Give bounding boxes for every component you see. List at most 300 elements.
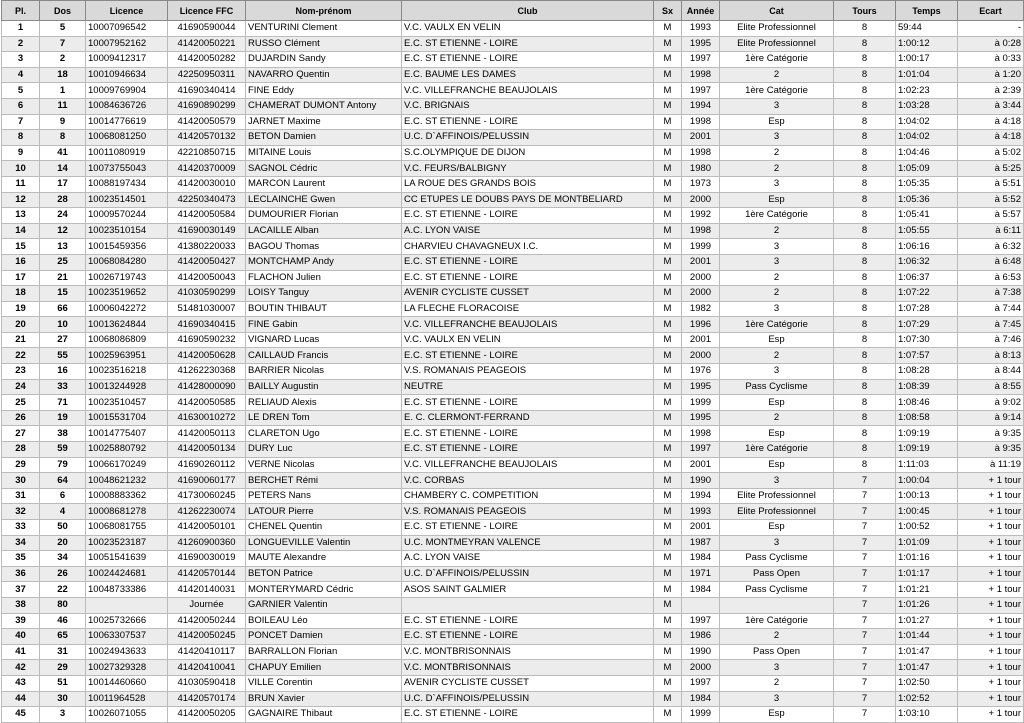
col-name-cell: MARCON Laurent [246,176,402,192]
col-place-cell: 20 [2,317,40,333]
col-club-cell: E.C. ST ETIENNE - LOIRE [402,52,654,68]
col-laps-cell: 8 [834,317,896,333]
col-category-cell: 3 [720,660,834,676]
col-name-cell: BAGOU Thomas [246,239,402,255]
col-year-cell: 1998 [682,114,720,130]
col-place-header: Pl. [2,1,40,21]
col-place-cell: 18 [2,286,40,302]
col-year-cell: 2001 [682,332,720,348]
col-bib-cell: 66 [40,301,86,317]
col-category-cell: 3 [720,473,834,489]
col-year-cell: 1984 [682,582,720,598]
col-name-cell: MITAINE Louis [246,145,402,161]
col-gap-cell: à 0:28 [958,36,1024,52]
col-laps-cell: 7 [834,535,896,551]
col-licence-cell: 10023523187 [86,535,168,551]
col-gap-cell: à 5:57 [958,208,1024,224]
col-gap-cell: à 9:35 [958,442,1024,458]
col-bib-cell: 29 [40,660,86,676]
col-club-cell: AVENIR CYCLISTE CUSSET [402,675,654,691]
col-laps-cell: 7 [834,488,896,504]
table-row [2,379,1024,395]
col-licence-ffc-cell: 41690590232 [168,332,246,348]
col-club-cell: E.C. ST ETIENNE - LOIRE [402,613,654,629]
col-year-cell: 1992 [682,208,720,224]
col-licence-cell: 10015531704 [86,410,168,426]
col-name-cell: DUMOURIER Florian [246,208,402,224]
col-bib-cell: 20 [40,535,86,551]
col-licence-cell [86,597,168,613]
col-licence-ffc-cell: 41730060245 [168,488,246,504]
table-row [2,426,1024,442]
col-licence-ffc-cell: 41690340415 [168,317,246,333]
col-name-cell: BRUN Xavier [246,691,402,707]
col-gap-cell: à 8:13 [958,348,1024,364]
col-year-cell: 1973 [682,176,720,192]
col-category-cell: Esp [720,707,834,723]
col-club-cell: E.C. ST ETIENNE - LOIRE [402,270,654,286]
col-licence-cell: 10051541639 [86,551,168,567]
col-place-cell: 4 [2,67,40,83]
col-club-cell: E.C. ST ETIENNE - LOIRE [402,254,654,270]
col-time-cell: 1:01:17 [896,566,958,582]
col-licence-cell: 10048621232 [86,473,168,489]
col-sex-cell: M [654,161,682,177]
col-laps-cell: 8 [834,442,896,458]
col-laps-cell: 8 [834,348,896,364]
col-laps-cell: 8 [834,457,896,473]
col-time-cell: 1:01:27 [896,613,958,629]
col-sex-cell: M [654,473,682,489]
col-category-cell: Esp [720,457,834,473]
col-category-cell: 1ère Catégorie [720,613,834,629]
col-gap-cell: à 9:35 [958,426,1024,442]
col-club-cell: AVENIR CYCLISTE CUSSET [402,286,654,302]
col-licence-ffc-cell: 42250340473 [168,192,246,208]
table-row [2,675,1024,691]
col-place-cell: 43 [2,675,40,691]
col-category-cell: Pass Open [720,566,834,582]
table-row [2,114,1024,130]
col-laps-cell: 8 [834,286,896,302]
table-row [2,442,1024,458]
col-bib-cell: 8 [40,130,86,146]
col-licence-cell: 10009412317 [86,52,168,68]
col-club-header: Club [402,1,654,21]
col-bib-cell: 31 [40,644,86,660]
col-place-cell: 45 [2,707,40,723]
col-laps-cell: 8 [834,83,896,99]
col-place-cell: 33 [2,520,40,536]
col-licence-cell: 10023519652 [86,286,168,302]
col-club-cell: E.C. ST ETIENNE - LOIRE [402,208,654,224]
col-sex-cell: M [654,332,682,348]
col-licence-cell: 10068084280 [86,254,168,270]
col-gap-cell: + 1 tour [958,504,1024,520]
col-category-cell: 1ère Catégorie [720,317,834,333]
col-laps-cell: 8 [834,130,896,146]
col-licence-ffc-cell: 41420050628 [168,348,246,364]
col-laps-cell: 7 [834,551,896,567]
col-place-cell: 32 [2,504,40,520]
col-year-cell: 2001 [682,254,720,270]
col-club-cell: E.C. ST ETIENNE - LOIRE [402,442,654,458]
col-time-cell: 1:04:46 [896,145,958,161]
col-category-cell: 2 [720,348,834,364]
col-time-cell: 1:09:19 [896,442,958,458]
col-name-cell: GARNIER Valentin [246,597,402,613]
col-licence-ffc-cell: 41420050244 [168,613,246,629]
col-gap-cell: + 1 tour [958,582,1024,598]
col-licence-ffc-cell: 41690060177 [168,473,246,489]
col-place-cell: 24 [2,379,40,395]
col-place-cell: 27 [2,426,40,442]
col-place-cell: 42 [2,660,40,676]
col-year-cell: 1994 [682,98,720,114]
col-year-cell: 1984 [682,551,720,567]
col-category-cell: Esp [720,192,834,208]
col-licence-ffc-cell: 41262230368 [168,364,246,380]
col-category-cell: 3 [720,301,834,317]
col-name-cell: BETON Patrice [246,566,402,582]
col-gap-header: Ecart [958,1,1024,21]
col-gap-cell: à 6:53 [958,270,1024,286]
col-category-cell: Pass Cyclisme [720,582,834,598]
col-place-cell: 34 [2,535,40,551]
col-year-cell: 1976 [682,364,720,380]
col-time-cell: 1:07:29 [896,317,958,333]
col-place-cell: 44 [2,691,40,707]
col-licence-ffc-cell: Journée [168,597,246,613]
col-place-cell: 21 [2,332,40,348]
col-name-cell: BAILLY Augustin [246,379,402,395]
table-row [2,520,1024,536]
col-name-cell: BOILEAU Léo [246,613,402,629]
col-gap-cell: à 1:20 [958,67,1024,83]
col-gap-cell: à 5:51 [958,176,1024,192]
col-club-cell: E.C. ST ETIENNE - LOIRE [402,395,654,411]
col-bib-cell: 19 [40,410,86,426]
col-category-cell: Pass Open [720,644,834,660]
col-gap-cell: + 1 tour [958,675,1024,691]
col-club-cell: CHAMBERY C. COMPETITION [402,488,654,504]
col-licence-cell: 10015459356 [86,239,168,255]
col-sex-cell: M [654,566,682,582]
col-club-cell: E. C. CLERMONT-FERRAND [402,410,654,426]
col-club-cell: V.C. MONTBRISONNAIS [402,660,654,676]
col-sex-cell: M [654,67,682,83]
col-time-cell: 1:11:03 [896,457,958,473]
col-licence-cell: 10024424681 [86,566,168,582]
table-row [2,301,1024,317]
col-licence-ffc-cell: 41030590299 [168,286,246,302]
col-time-cell: 1:05:36 [896,192,958,208]
col-gap-cell: à 5:25 [958,161,1024,177]
col-bib-cell: 55 [40,348,86,364]
table-row [2,130,1024,146]
col-place-cell: 8 [2,130,40,146]
col-category-cell: 2 [720,629,834,645]
col-bib-cell: 11 [40,98,86,114]
col-bib-cell: 65 [40,629,86,645]
col-category-cell: 1ère Catégorie [720,52,834,68]
col-place-cell: 40 [2,629,40,645]
col-category-cell: 3 [720,691,834,707]
col-licence-ffc-cell: 41420050043 [168,270,246,286]
col-club-cell: NEUTRE [402,379,654,395]
col-year-cell: 1990 [682,473,720,489]
col-year-cell: 1980 [682,161,720,177]
col-time-cell: 1:04:02 [896,114,958,130]
col-category-cell: 2 [720,223,834,239]
col-club-cell: LA FLECHE FLORACOISE [402,301,654,317]
col-licence-cell: 10008681278 [86,504,168,520]
col-sex-cell: M [654,52,682,68]
col-sex-cell: M [654,36,682,52]
col-licence-cell: 10023510154 [86,223,168,239]
col-bib-cell: 22 [40,582,86,598]
col-club-cell: E.C. ST ETIENNE - LOIRE [402,520,654,536]
col-time-cell: 1:00:12 [896,36,958,52]
col-licence-cell: 10013624844 [86,317,168,333]
col-club-cell: V.C. FEURS/BALBIGNY [402,161,654,177]
col-category-cell: 3 [720,364,834,380]
col-gap-cell: à 4:18 [958,114,1024,130]
col-gap-cell: + 1 tour [958,691,1024,707]
col-place-cell: 15 [2,239,40,255]
table-row [2,551,1024,567]
col-time-cell: 1:00:17 [896,52,958,68]
col-year-cell: 2000 [682,660,720,676]
col-name-cell: PONCET Damien [246,629,402,645]
table-row [2,98,1024,114]
col-time-cell: 1:08:39 [896,379,958,395]
col-name-header: Nom-prénom [246,1,402,21]
col-laps-cell: 8 [834,223,896,239]
col-sex-cell: M [654,130,682,146]
col-licence-cell: 10023514501 [86,192,168,208]
col-year-cell: 2001 [682,520,720,536]
col-bib-cell: 41 [40,145,86,161]
col-licence-ffc-cell: 41690340414 [168,83,246,99]
col-licence-cell: 10009769904 [86,83,168,99]
col-place-cell: 3 [2,52,40,68]
col-time-cell: 1:07:30 [896,332,958,348]
col-name-cell: VENTURINI Clement [246,21,402,37]
col-time-cell: 1:05:55 [896,223,958,239]
col-licence-cell: 10023510457 [86,395,168,411]
col-place-cell: 41 [2,644,40,660]
results-table [1,0,1024,723]
col-bib-cell: 5 [40,21,86,37]
col-time-cell: 1:05:41 [896,208,958,224]
col-category-cell: Esp [720,332,834,348]
table-row [2,613,1024,629]
col-gap-cell: à 11:19 [958,457,1024,473]
col-place-cell: 19 [2,301,40,317]
col-bib-cell: 50 [40,520,86,536]
col-club-cell: V.C. VAULX EN VELIN [402,332,654,348]
col-category-cell: Esp [720,114,834,130]
col-year-cell: 1997 [682,52,720,68]
col-place-cell: 5 [2,83,40,99]
col-licence-ffc-cell: 41262230074 [168,504,246,520]
col-licence-ffc-cell: 41420050585 [168,395,246,411]
col-year-cell: 2000 [682,286,720,302]
col-year-cell: 1994 [682,488,720,504]
col-year-cell: 1999 [682,395,720,411]
col-sex-cell: M [654,707,682,723]
col-licence-ffc-cell: 41420570174 [168,691,246,707]
col-category-cell: Pass Cyclisme [720,551,834,567]
col-gap-cell: à 5:02 [958,145,1024,161]
col-place-cell: 29 [2,457,40,473]
col-laps-cell: 7 [834,566,896,582]
col-name-cell: PETERS Nans [246,488,402,504]
col-time-cell: 1:01:04 [896,67,958,83]
col-licence-ffc-cell: 41420050205 [168,707,246,723]
col-category-cell: 2 [720,675,834,691]
col-bib-cell: 3 [40,707,86,723]
col-category-cell: Elite Professionnel [720,504,834,520]
col-year-cell: 1986 [682,629,720,645]
col-licence-cell: 10066170249 [86,457,168,473]
table-row [2,473,1024,489]
col-bib-cell: 59 [40,442,86,458]
col-licence-ffc-cell: 42250950311 [168,67,246,83]
col-laps-cell: 8 [834,270,896,286]
col-time-cell: 1:07:57 [896,348,958,364]
col-laps-header: Tours [834,1,896,21]
col-gap-cell: à 4:18 [958,130,1024,146]
col-bib-cell: 2 [40,52,86,68]
col-licence-ffc-cell: 41690030019 [168,551,246,567]
col-gap-cell: à 6:32 [958,239,1024,255]
col-category-cell: Pass Cyclisme [720,379,834,395]
col-licence-ffc-cell: 41420050282 [168,52,246,68]
col-place-cell: 36 [2,566,40,582]
col-gap-cell: à 9:14 [958,410,1024,426]
col-time-cell: 59:44 [896,21,958,37]
table-row [2,161,1024,177]
table-row [2,192,1024,208]
col-time-cell: 1:01:47 [896,644,958,660]
col-place-cell: 39 [2,613,40,629]
col-sex-cell: M [654,379,682,395]
col-year-cell: 1990 [682,644,720,660]
col-name-cell: RELIAUD Alexis [246,395,402,411]
col-licence-cell: 10014775407 [86,426,168,442]
col-gap-cell: à 7:45 [958,317,1024,333]
col-name-cell: GAGNAIRE Thibaut [246,707,402,723]
col-bib-cell: 21 [40,270,86,286]
col-licence-cell: 10023516218 [86,364,168,380]
col-bib-cell: 13 [40,239,86,255]
table-row [2,535,1024,551]
col-licence-cell: 10088197434 [86,176,168,192]
col-year-cell: 2000 [682,192,720,208]
col-name-cell: BOUTIN THIBAUT [246,301,402,317]
col-bib-cell: 46 [40,613,86,629]
col-year-cell: 1993 [682,21,720,37]
col-bib-cell: 7 [40,36,86,52]
col-laps-cell: 8 [834,176,896,192]
col-sex-cell: M [654,597,682,613]
col-club-cell: V.C. VAULX EN VELIN [402,21,654,37]
table-row [2,332,1024,348]
col-licence-cell: 10013244928 [86,379,168,395]
col-year-cell: 1999 [682,239,720,255]
col-time-cell: 1:01:26 [896,597,958,613]
col-laps-cell: 8 [834,114,896,130]
table-row [2,395,1024,411]
col-category-cell: 3 [720,254,834,270]
col-category-cell: 3 [720,176,834,192]
col-year-cell: 1987 [682,535,720,551]
col-licence-ffc-cell: 41380220033 [168,239,246,255]
col-club-cell: E.C. BAUME LES DAMES [402,67,654,83]
col-year-cell: 2001 [682,457,720,473]
col-gap-cell: + 1 tour [958,566,1024,582]
col-licence-ffc-cell: 41690590044 [168,21,246,37]
col-laps-cell: 7 [834,613,896,629]
col-time-cell: 1:08:58 [896,410,958,426]
col-bib-cell: 26 [40,566,86,582]
col-club-cell: V.C. VILLEFRANCHE BEAUJOLAIS [402,83,654,99]
col-name-cell: JARNET Maxime [246,114,402,130]
col-sex-cell: M [654,192,682,208]
col-name-cell: VILLE Corentin [246,675,402,691]
col-place-cell: 23 [2,364,40,380]
col-licence-cell: 10026071055 [86,707,168,723]
col-time-cell: 1:03:28 [896,98,958,114]
col-category-cell: Esp [720,520,834,536]
col-club-cell: S.C.OLYMPIQUE DE DIJON [402,145,654,161]
col-sex-cell: M [654,208,682,224]
col-sex-cell: M [654,176,682,192]
col-licence-ffc-cell: 41420370009 [168,161,246,177]
col-licence-ffc-cell: 41030590418 [168,675,246,691]
col-licence-header: Licence [86,1,168,21]
col-bib-header: Dos [40,1,86,21]
col-year-cell: 1982 [682,301,720,317]
col-gap-cell: à 3:44 [958,98,1024,114]
col-bib-cell: 24 [40,208,86,224]
col-gap-cell: à 7:38 [958,286,1024,302]
col-bib-cell: 28 [40,192,86,208]
col-licence-ffc-cell: 41420050579 [168,114,246,130]
col-laps-cell: 8 [834,161,896,177]
col-category-cell: 1ère Catégorie [720,83,834,99]
col-licence-cell: 10014460660 [86,675,168,691]
col-club-cell: U.C. D`AFFINOIS/PELUSSIN [402,566,654,582]
col-gap-cell: + 1 tour [958,535,1024,551]
col-time-cell: 1:05:35 [896,176,958,192]
col-licence-cell: 10068086809 [86,332,168,348]
col-club-cell: E.C. ST ETIENNE - LOIRE [402,426,654,442]
col-name-cell: CHAPUY Emilien [246,660,402,676]
col-licence-ffc-cell: 41690260112 [168,457,246,473]
col-gap-cell: à 8:44 [958,364,1024,380]
col-time-cell: 1:01:21 [896,582,958,598]
col-bib-cell: 9 [40,114,86,130]
col-sex-cell: M [654,145,682,161]
col-year-cell: 1971 [682,566,720,582]
col-laps-cell: 7 [834,629,896,645]
col-gap-cell: + 1 tour [958,613,1024,629]
col-laps-cell: 7 [834,707,896,723]
col-name-cell: NAVARRO Quentin [246,67,402,83]
